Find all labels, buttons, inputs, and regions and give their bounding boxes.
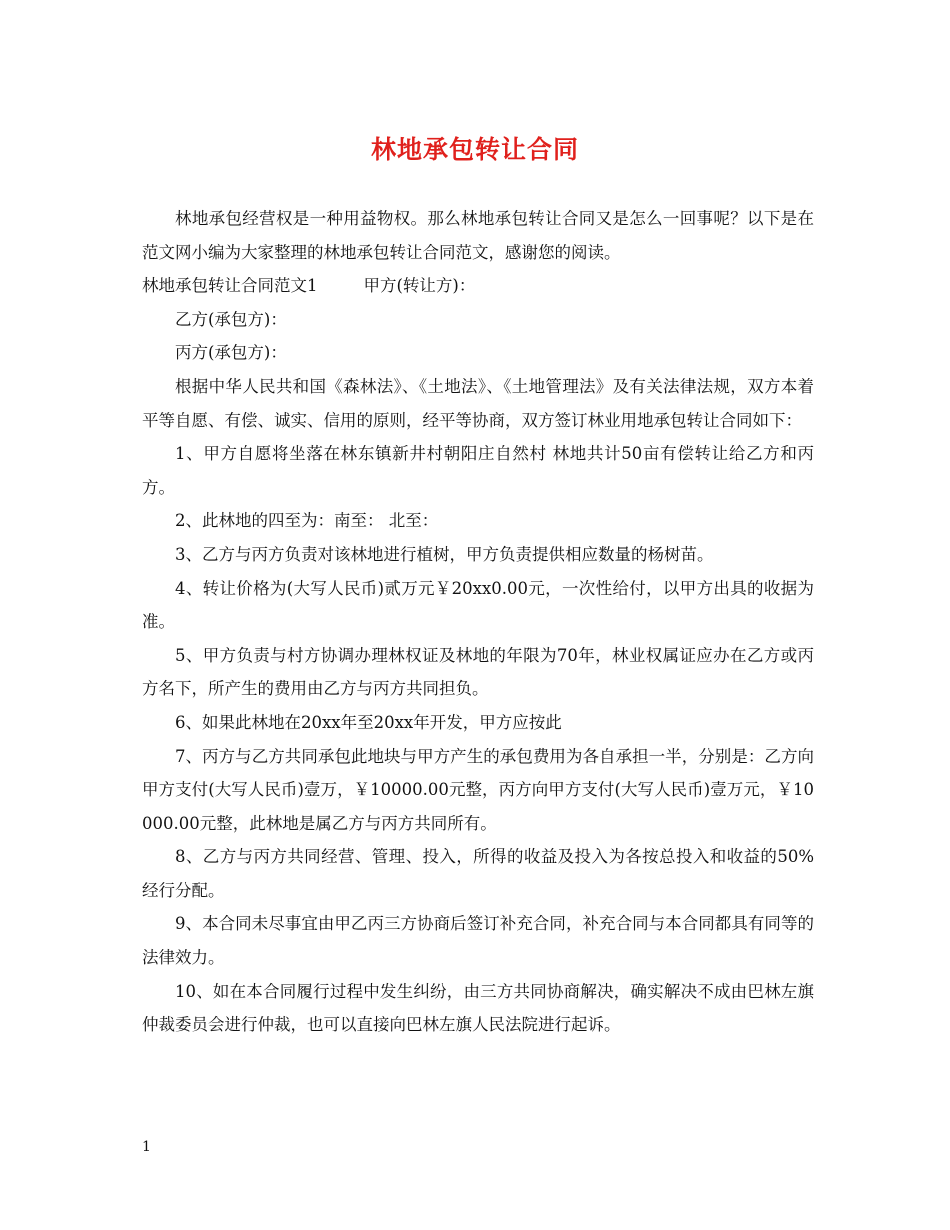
sample-heading: 林地承包转让合同范文1: [142, 276, 318, 296]
clause-1: 1、甲方自愿将坐落在林东镇新井村朝阳庄自然村 林地共计50亩有偿转让给乙方和丙方。: [142, 444, 814, 497]
clause-7: 7、丙方与乙方共同承包此地块与甲方产生的承包费用为各自承担一半，分别是：乙方向甲方支付(大写人民币)壹万，￥10000.00元整，丙方向甲方支付(大写人民币)壹万元，￥10000.00元整，此林地是属乙方与丙方共同所有。: [142, 746, 814, 833]
page-number: 1: [142, 1139, 151, 1155]
clause-4: 4、转让价格为(大写人民币)贰万元￥20xx0.00元，一次性给付，以甲方出具的收据为准。: [142, 578, 814, 632]
party-c-label: 丙方(承包方)：: [175, 343, 287, 363]
document-title: 林地承包转让合同: [370, 135, 579, 164]
clause-5: 5、甲方负责与村方协调办理林权证及林地的年限为70年，林业权属证应办在乙方或丙方名下，所产生的费用由乙方与丙方共同担负。: [142, 645, 814, 699]
sample-heading-line: [142, 269, 814, 303]
party-a-label: 甲方(转让方)：: [363, 276, 476, 296]
clause-6: 6、如果此林地在20xx年至20xx年开发，甲方应按此: [175, 712, 562, 732]
intro-paragraph: 林地承包经营权是一种用益物权。那么林地承包转让合同又是怎么一回事呢？以下是在范文网小编为大家整理的林地承包转让合同范文，感谢您的阅读。: [142, 209, 814, 262]
document-body: [142, 202, 814, 1042]
clause-2: 2、此林地的四至为：南至： 北至：: [175, 511, 439, 531]
preamble-paragraph: 根据中华人民共和国《森林法》、《土地法》、《土地管理法》及有关法律法规，双方本着平等自愿、有偿、诚实、信用的原则，经平等协商，双方签订林业用地承包转让合同如下：: [142, 376, 814, 430]
clause-3: 3、乙方与丙方负责对该林地进行植树，甲方负责提供相应数量的杨树苗。: [175, 544, 714, 564]
clause-8: 8、乙方与丙方共同经营、管理、投入，所得的收益及投入为各按总投入和收益的50%经行分配。: [142, 847, 814, 900]
clause-9: 9、本合同未尽事宜由甲乙丙三方协商后签订补充合同，补充合同与本合同都具有同等的法律效力。: [142, 914, 814, 968]
party-b-label: 乙方(承包方)：: [175, 309, 287, 329]
clause-10: 10、如在本合同履行过程中发生纠纷，由三方共同协商解决，确实解决不成由巴林左旗仲裁委员会进行仲裁，也可以直接向巴林左旗人民法院进行起诉。: [142, 981, 814, 1035]
